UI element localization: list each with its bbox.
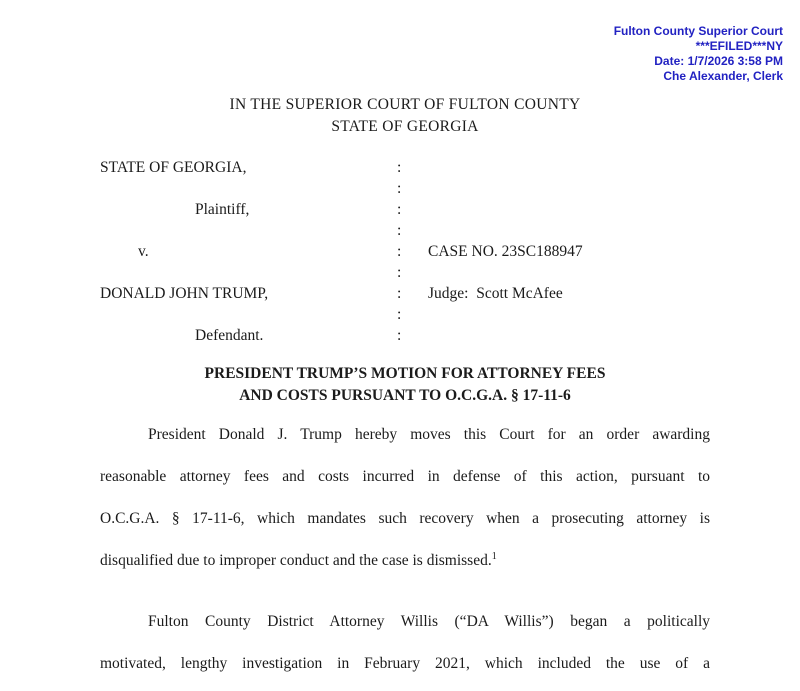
paragraph-1-line-1: President Donald J. Trump hereby moves this Court for an order awarding <box>148 426 710 443</box>
plaintiff-label: Plaintiff, <box>195 201 250 218</box>
caption-separator: : <box>397 159 402 176</box>
judge-line: Judge: Scott McAfee <box>428 285 563 302</box>
caption-row-plaintiff-label <box>100 199 712 220</box>
paragraph-2-line-2: motivated, lengthy investigation in February 2021, which included the use of a <box>100 655 710 672</box>
caption-separator: : <box>397 327 402 344</box>
caption-separator: : <box>397 306 402 323</box>
caption-separator: : <box>397 201 402 218</box>
defendant-name: DONALD JOHN TRUMP, <box>100 285 269 302</box>
versus-label: v. <box>138 243 149 260</box>
caption-row-plaintiff-name <box>100 157 712 178</box>
paragraph-1-line-2: reasonable attorney fees and costs incurred in defense of this action, pursuant to <box>100 468 710 485</box>
court-header <box>95 94 715 138</box>
caption-row-spacer <box>100 220 712 241</box>
efile-stamp <box>614 24 783 84</box>
paragraph-2-line-1: Fulton County District Attorney Willis (“DA Willis”) began a politically <box>148 613 710 630</box>
motion-title-line1: PRESIDENT TRUMP’S MOTION FOR ATTORNEY FEES <box>204 365 606 382</box>
paragraph-1-line-4-text: disqualified due to improper conduct and the case is dismissed. <box>100 552 492 569</box>
efile-stamp-court: Fulton County Superior Court <box>613 24 783 38</box>
motion-title-line2: AND COSTS PURSUANT TO O.C.G.A. § 17-11-6 <box>239 387 571 404</box>
caption-row-spacer <box>100 262 712 283</box>
caption-separator: : <box>397 264 402 281</box>
paragraph-1-line-3: O.C.G.A. § 17-11-6, which mandates such recovery when a prosecuting attorney is <box>100 510 710 527</box>
caption-row-spacer <box>100 178 712 199</box>
case-number: CASE NO. 23SC188947 <box>428 243 583 260</box>
court-header-line1: IN THE SUPERIOR COURT OF FULTON COUNTY <box>229 96 581 113</box>
plaintiff-name: STATE OF GEORGIA, <box>100 159 247 176</box>
caption-row-spacer <box>100 304 712 325</box>
caption-separator: : <box>397 243 402 260</box>
caption-separator: : <box>397 285 402 302</box>
caption-separator: : <box>397 222 402 239</box>
efile-stamp-efiled: ***EFILED***NY <box>695 39 783 53</box>
paragraph-1 <box>100 414 710 582</box>
caption-row-defendant-name <box>100 283 712 304</box>
court-header-line2: STATE OF GEORGIA <box>331 118 479 135</box>
footnote-reference-1: 1 <box>491 550 497 562</box>
paragraph-2 <box>100 601 710 685</box>
paragraph-1-line-4 <box>100 540 710 582</box>
defendant-label: Defendant. <box>195 327 264 344</box>
caption-row-versus <box>100 241 712 262</box>
efile-stamp-clerk: Che Alexander, Clerk <box>663 69 783 83</box>
case-caption <box>100 157 712 346</box>
caption-row-defendant-label <box>100 325 712 346</box>
motion-title <box>95 363 715 407</box>
efile-stamp-date: Date: 1/7/2026 3:58 PM <box>654 54 783 68</box>
caption-separator: : <box>397 180 402 197</box>
